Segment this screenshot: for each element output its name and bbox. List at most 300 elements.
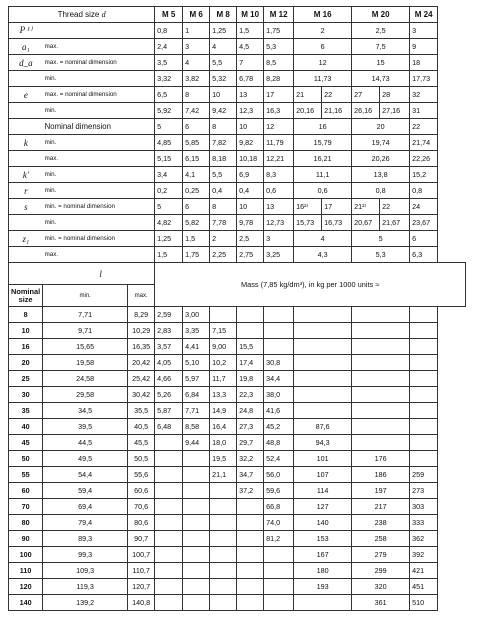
- value-cell: 20: [352, 119, 410, 135]
- value-cell: 18: [410, 55, 438, 71]
- nominal-size-cell: 120: [9, 579, 43, 595]
- mass-cell: [352, 419, 410, 435]
- mass-cell: 259: [410, 467, 438, 483]
- mass-cell: 320: [352, 579, 410, 595]
- size-header-m8: M 8: [210, 7, 237, 23]
- mass-cell: 27,3: [237, 419, 264, 435]
- length-max-cell: 16,35: [128, 339, 155, 355]
- row-symbol: [9, 103, 43, 119]
- spec-table-container: [8, 6, 466, 611]
- mass-cell: 107: [294, 467, 352, 483]
- value-cell: 10: [237, 199, 264, 215]
- mass-cell: 7,71: [183, 403, 210, 419]
- value-cell: 17,73: [410, 71, 438, 87]
- value-cell: 9,82: [237, 135, 264, 151]
- mass-cell: [237, 515, 264, 531]
- mass-cell: [410, 371, 438, 387]
- length-min-cell: 119,3: [43, 579, 128, 595]
- mass-cell: [155, 595, 183, 611]
- mass-cell: 6,48: [155, 419, 183, 435]
- size-header-m24: M 24: [410, 7, 438, 23]
- row-label: min. = nominal dimension: [43, 199, 155, 215]
- length-min-cell: 49,5: [43, 451, 128, 467]
- mass-cell: [410, 435, 438, 451]
- length-max-cell: 120,7: [128, 579, 155, 595]
- length-min-cell: 99,3: [43, 547, 128, 563]
- mass-cell: [237, 307, 264, 323]
- mass-cell: 238: [352, 515, 410, 531]
- mass-cell: [183, 483, 210, 499]
- value-cell: 0,25: [183, 183, 210, 199]
- mass-cell: 45,2: [264, 419, 294, 435]
- value-cell: 6: [183, 119, 210, 135]
- mass-cell: [410, 307, 438, 323]
- length-max-cell: 60,6: [128, 483, 155, 499]
- value-cell: 1,75: [183, 247, 210, 263]
- nominal-size-header: Nominal size: [9, 285, 43, 307]
- row-label: min.: [43, 215, 155, 231]
- value-cell: 4,5: [237, 39, 264, 55]
- row-symbol: [9, 215, 43, 231]
- thread-size-symbol: d: [101, 10, 106, 19]
- mass-cell: 8,58: [183, 419, 210, 435]
- mass-cell: [237, 499, 264, 515]
- mass-cell: 127: [294, 499, 352, 515]
- mass-cell: 11,7: [210, 371, 237, 387]
- mass-cell: [155, 531, 183, 547]
- mass-cell: 101: [294, 451, 352, 467]
- mass-cell: [237, 531, 264, 547]
- value-cell: 4,3: [294, 247, 352, 263]
- mass-cell: [264, 595, 294, 611]
- mass-cell: 2,59: [155, 307, 183, 323]
- thread-size-header: [9, 7, 155, 23]
- mass-cell: 34,7: [237, 467, 264, 483]
- max-header: max.: [128, 285, 155, 307]
- mass-cell: 303: [410, 499, 438, 515]
- value-cell: 6,5: [155, 87, 183, 103]
- value-cell: 16,3: [264, 103, 294, 119]
- row-label: min.: [43, 183, 155, 199]
- value-cell: 20,16: [294, 103, 322, 119]
- row-label: min.: [43, 103, 155, 119]
- length-max-cell: 90,7: [128, 531, 155, 547]
- mass-cell: 18,0: [210, 435, 237, 451]
- value-cell: 17: [264, 87, 294, 103]
- row-label: Nominal dimension: [43, 119, 155, 135]
- length-max-cell: 55,6: [128, 467, 155, 483]
- mass-caption: Mass (7,85 kg/dm³), in kg per 1000 units ≈: [155, 263, 466, 307]
- value-cell: 15,79: [294, 135, 352, 151]
- mass-cell: 5,26: [155, 387, 183, 403]
- value-cell: 7,5: [352, 39, 410, 55]
- value-cell: 2,5: [352, 23, 410, 39]
- value-cell: 5,82: [183, 215, 210, 231]
- size-header-m10: M 10: [237, 7, 264, 23]
- length-max-cell: 35,5: [128, 403, 155, 419]
- length-max-cell: 50,5: [128, 451, 155, 467]
- mass-cell: 258: [352, 531, 410, 547]
- value-cell: 10,18: [237, 151, 264, 167]
- mass-cell: 186: [352, 467, 410, 483]
- value-cell: 12,3: [237, 103, 264, 119]
- mass-cell: 421: [410, 563, 438, 579]
- length-min-cell: 89,3: [43, 531, 128, 547]
- mass-cell: 362: [410, 531, 438, 547]
- length-symbol: l: [9, 263, 155, 285]
- value-cell: 22: [410, 119, 438, 135]
- value-cell: 1,5: [155, 247, 183, 263]
- mass-cell: [294, 323, 352, 339]
- mass-cell: [210, 563, 237, 579]
- mass-cell: [352, 323, 410, 339]
- value-cell: 7: [237, 55, 264, 71]
- mass-cell: 37,2: [237, 483, 264, 499]
- value-cell: 0,6: [294, 183, 352, 199]
- mass-cell: [352, 355, 410, 371]
- mass-cell: 4,05: [155, 355, 183, 371]
- size-header-m6: M 6: [183, 7, 210, 23]
- length-max-cell: 8,29: [128, 307, 155, 323]
- value-cell: 27: [352, 87, 380, 103]
- mass-cell: [352, 307, 410, 323]
- value-cell: 12,73: [264, 215, 294, 231]
- mass-cell: [294, 403, 352, 419]
- mass-cell: [210, 547, 237, 563]
- mass-cell: [237, 579, 264, 595]
- mass-cell: [155, 467, 183, 483]
- value-cell: 9,42: [210, 103, 237, 119]
- value-cell: 13: [237, 87, 264, 103]
- mass-cell: [183, 531, 210, 547]
- mass-cell: [294, 387, 352, 403]
- mass-cell: [155, 483, 183, 499]
- mass-cell: 22,3: [237, 387, 264, 403]
- value-cell: 21,67: [380, 215, 410, 231]
- mass-cell: [264, 579, 294, 595]
- mass-cell: 19,8: [237, 371, 264, 387]
- value-cell: 13: [264, 199, 294, 215]
- size-header-m16: M 16: [294, 7, 352, 23]
- nominal-size-cell: 45: [9, 435, 43, 451]
- value-cell: 10: [210, 87, 237, 103]
- value-cell: 3: [183, 39, 210, 55]
- mass-cell: [183, 451, 210, 467]
- length-min-cell: 59,4: [43, 483, 128, 499]
- row-symbol: e: [9, 87, 43, 103]
- value-cell: 3,32: [155, 71, 183, 87]
- value-cell: 10: [237, 119, 264, 135]
- row-symbol: [9, 71, 43, 87]
- mass-cell: 38,0: [264, 387, 294, 403]
- mass-cell: [210, 515, 237, 531]
- mass-cell: 29,7: [237, 435, 264, 451]
- row-label: max. = nominal dimension: [43, 55, 155, 71]
- value-cell: 21,74: [410, 135, 438, 151]
- mass-cell: 16,4: [210, 419, 237, 435]
- mass-cell: 193: [294, 579, 352, 595]
- mass-cell: [183, 579, 210, 595]
- value-cell: 2,25: [210, 247, 237, 263]
- value-cell: 20,67: [352, 215, 380, 231]
- value-cell: 0,8: [155, 23, 183, 39]
- value-cell: 3: [410, 23, 438, 39]
- row-symbol: P ¹⁾: [9, 23, 43, 39]
- length-max-cell: 25,42: [128, 371, 155, 387]
- value-cell: 6,78: [237, 71, 264, 87]
- mass-cell: [155, 579, 183, 595]
- mass-cell: [264, 563, 294, 579]
- mass-cell: 59,6: [264, 483, 294, 499]
- mass-cell: 3,00: [183, 307, 210, 323]
- length-max-cell: 110,7: [128, 563, 155, 579]
- value-cell: 7,78: [210, 215, 237, 231]
- value-cell: 11,73: [294, 71, 352, 87]
- mass-cell: [294, 371, 352, 387]
- value-cell: 7,42: [183, 103, 210, 119]
- value-cell: 8: [210, 119, 237, 135]
- mass-cell: 6,84: [183, 387, 210, 403]
- mass-cell: 66,8: [264, 499, 294, 515]
- value-cell: 2: [210, 231, 237, 247]
- value-cell: 5,3: [264, 39, 294, 55]
- value-cell: 1,25: [210, 23, 237, 39]
- length-min-cell: 19,58: [43, 355, 128, 371]
- row-label: max.: [43, 247, 155, 263]
- value-cell: 3,82: [183, 71, 210, 87]
- row-symbol: k′: [9, 167, 43, 183]
- length-max-cell: 20,42: [128, 355, 155, 371]
- value-cell: 8,18: [210, 151, 237, 167]
- mass-cell: 10,2: [210, 355, 237, 371]
- value-cell: 20,26: [352, 151, 410, 167]
- mass-cell: 392: [410, 547, 438, 563]
- mass-cell: 56,0: [264, 467, 294, 483]
- row-symbol: r: [9, 183, 43, 199]
- mass-cell: 81,2: [264, 531, 294, 547]
- mass-cell: 299: [352, 563, 410, 579]
- mass-cell: [410, 419, 438, 435]
- row-label: max. = nominal dimension: [43, 87, 155, 103]
- value-cell: 3: [264, 231, 294, 247]
- nominal-size-cell: 10: [9, 323, 43, 339]
- value-cell: 3,25: [264, 247, 294, 263]
- value-cell: 16: [294, 119, 352, 135]
- mass-cell: 9,00: [210, 339, 237, 355]
- mass-cell: 153: [294, 531, 352, 547]
- value-cell: 0,2: [155, 183, 183, 199]
- mass-cell: 510: [410, 595, 438, 611]
- mass-cell: 17,4: [237, 355, 264, 371]
- mass-cell: 30,8: [264, 355, 294, 371]
- mass-cell: 19,5: [210, 451, 237, 467]
- mass-cell: [155, 563, 183, 579]
- value-cell: 2: [294, 23, 352, 39]
- value-cell: 8: [183, 87, 210, 103]
- mass-cell: 217: [352, 499, 410, 515]
- nominal-size-cell: 70: [9, 499, 43, 515]
- mass-cell: [183, 467, 210, 483]
- nominal-size-cell: 110: [9, 563, 43, 579]
- mass-cell: 87,6: [294, 419, 352, 435]
- value-cell: 3,5: [155, 55, 183, 71]
- mass-cell: 4,66: [155, 371, 183, 387]
- value-cell: 2,75: [237, 247, 264, 263]
- value-cell: 32: [410, 87, 438, 103]
- value-cell: 31: [410, 103, 438, 119]
- nominal-size-cell: 100: [9, 547, 43, 563]
- mass-cell: [210, 579, 237, 595]
- size-header-m20: M 20: [352, 7, 410, 23]
- mass-cell: [410, 323, 438, 339]
- mass-cell: [264, 323, 294, 339]
- mass-cell: [183, 563, 210, 579]
- mass-cell: [155, 435, 183, 451]
- mass-cell: [294, 339, 352, 355]
- value-cell: 21: [294, 87, 322, 103]
- value-cell: 13,8: [352, 167, 410, 183]
- mass-cell: 48,8: [264, 435, 294, 451]
- mass-cell: 74,0: [264, 515, 294, 531]
- mass-cell: 279: [352, 547, 410, 563]
- value-cell: 6: [410, 231, 438, 247]
- value-cell: 1,25: [155, 231, 183, 247]
- value-cell: 5,5: [210, 167, 237, 183]
- mass-cell: 3,57: [155, 339, 183, 355]
- value-cell: 1,5: [183, 231, 210, 247]
- mass-cell: 7,15: [210, 323, 237, 339]
- mass-cell: 94,3: [294, 435, 352, 451]
- dimension-table: [8, 6, 466, 611]
- value-cell: 8,3: [264, 167, 294, 183]
- value-cell: 22: [380, 199, 410, 215]
- value-cell: 15,2: [410, 167, 438, 183]
- row-symbol: s: [9, 199, 43, 215]
- value-cell: 5: [155, 119, 183, 135]
- value-cell: 6,9: [237, 167, 264, 183]
- mass-cell: [264, 547, 294, 563]
- nominal-size-cell: 20: [9, 355, 43, 371]
- mass-cell: 32,2: [237, 451, 264, 467]
- length-max-cell: 70,6: [128, 499, 155, 515]
- value-cell: 4,85: [155, 135, 183, 151]
- mass-cell: [183, 499, 210, 515]
- length-max-cell: 30,42: [128, 387, 155, 403]
- row-symbol: z₁: [9, 231, 43, 247]
- mass-cell: [237, 563, 264, 579]
- value-cell: 1,75: [264, 23, 294, 39]
- mass-cell: [155, 451, 183, 467]
- value-cell: 8,28: [264, 71, 294, 87]
- mass-cell: [183, 547, 210, 563]
- mass-cell: 14,9: [210, 403, 237, 419]
- mass-cell: [294, 355, 352, 371]
- mass-cell: 333: [410, 515, 438, 531]
- table-body: [9, 7, 466, 611]
- value-cell: 23,67: [410, 215, 438, 231]
- row-label: max.: [43, 39, 155, 55]
- value-cell: 28: [380, 87, 410, 103]
- mass-cell: 5,10: [183, 355, 210, 371]
- value-cell: 19,74: [352, 135, 410, 151]
- mass-cell: [352, 435, 410, 451]
- value-cell: 0,8: [352, 183, 410, 199]
- length-min-cell: 9,71: [43, 323, 128, 339]
- row-label: max.: [43, 151, 155, 167]
- length-max-cell: 40,5: [128, 419, 155, 435]
- value-cell: 12: [264, 119, 294, 135]
- row-label: min. = nominal dimension: [43, 231, 155, 247]
- mass-cell: [210, 595, 237, 611]
- value-cell: 2,4: [155, 39, 183, 55]
- value-cell: 8,5: [264, 55, 294, 71]
- value-cell: 0,6: [264, 183, 294, 199]
- length-min-cell: 139,2: [43, 595, 128, 611]
- row-symbol: [9, 247, 43, 263]
- mass-cell: 361: [352, 595, 410, 611]
- value-cell: 8: [210, 199, 237, 215]
- row-label: min.: [43, 167, 155, 183]
- mass-cell: 52,4: [264, 451, 294, 467]
- mass-cell: [210, 307, 237, 323]
- row-symbol: [9, 151, 43, 167]
- value-cell: 12: [294, 55, 352, 71]
- value-cell: 3,4: [155, 167, 183, 183]
- mass-cell: [210, 483, 237, 499]
- length-min-cell: 24,58: [43, 371, 128, 387]
- mass-cell: [210, 531, 237, 547]
- mass-cell: 451: [410, 579, 438, 595]
- value-cell: 5: [155, 199, 183, 215]
- nominal-size-cell: 90: [9, 531, 43, 547]
- row-symbol: d_a: [9, 55, 43, 71]
- value-cell: 5,92: [155, 103, 183, 119]
- min-header: min.: [43, 285, 128, 307]
- mass-cell: 24,8: [237, 403, 264, 419]
- length-max-cell: 80,6: [128, 515, 155, 531]
- mass-cell: 114: [294, 483, 352, 499]
- mass-cell: 41,6: [264, 403, 294, 419]
- mass-cell: [183, 515, 210, 531]
- nominal-size-cell: 16: [9, 339, 43, 355]
- value-cell: 2,5: [237, 231, 264, 247]
- value-cell: 5,85: [183, 135, 210, 151]
- row-label: min.: [43, 135, 155, 151]
- mass-cell: 167: [294, 547, 352, 563]
- value-cell: 4: [210, 39, 237, 55]
- mass-cell: [294, 595, 352, 611]
- mass-cell: [352, 403, 410, 419]
- mass-cell: 15,5: [237, 339, 264, 355]
- mass-cell: [264, 307, 294, 323]
- nominal-size-cell: 50: [9, 451, 43, 467]
- value-cell: 5: [352, 231, 410, 247]
- value-cell: 22: [322, 87, 352, 103]
- length-min-cell: 44,5: [43, 435, 128, 451]
- mass-cell: 2,83: [155, 323, 183, 339]
- mass-cell: 3,35: [183, 323, 210, 339]
- value-cell: 21,16: [322, 103, 352, 119]
- mass-cell: [155, 499, 183, 515]
- mass-cell: [183, 595, 210, 611]
- value-cell: 5,5: [210, 55, 237, 71]
- length-max-cell: 10,29: [128, 323, 155, 339]
- value-cell: 11,79: [264, 135, 294, 151]
- value-cell: 6: [294, 39, 352, 55]
- nominal-size-cell: 140: [9, 595, 43, 611]
- mass-cell: [237, 547, 264, 563]
- size-header-m12: M 12: [264, 7, 294, 23]
